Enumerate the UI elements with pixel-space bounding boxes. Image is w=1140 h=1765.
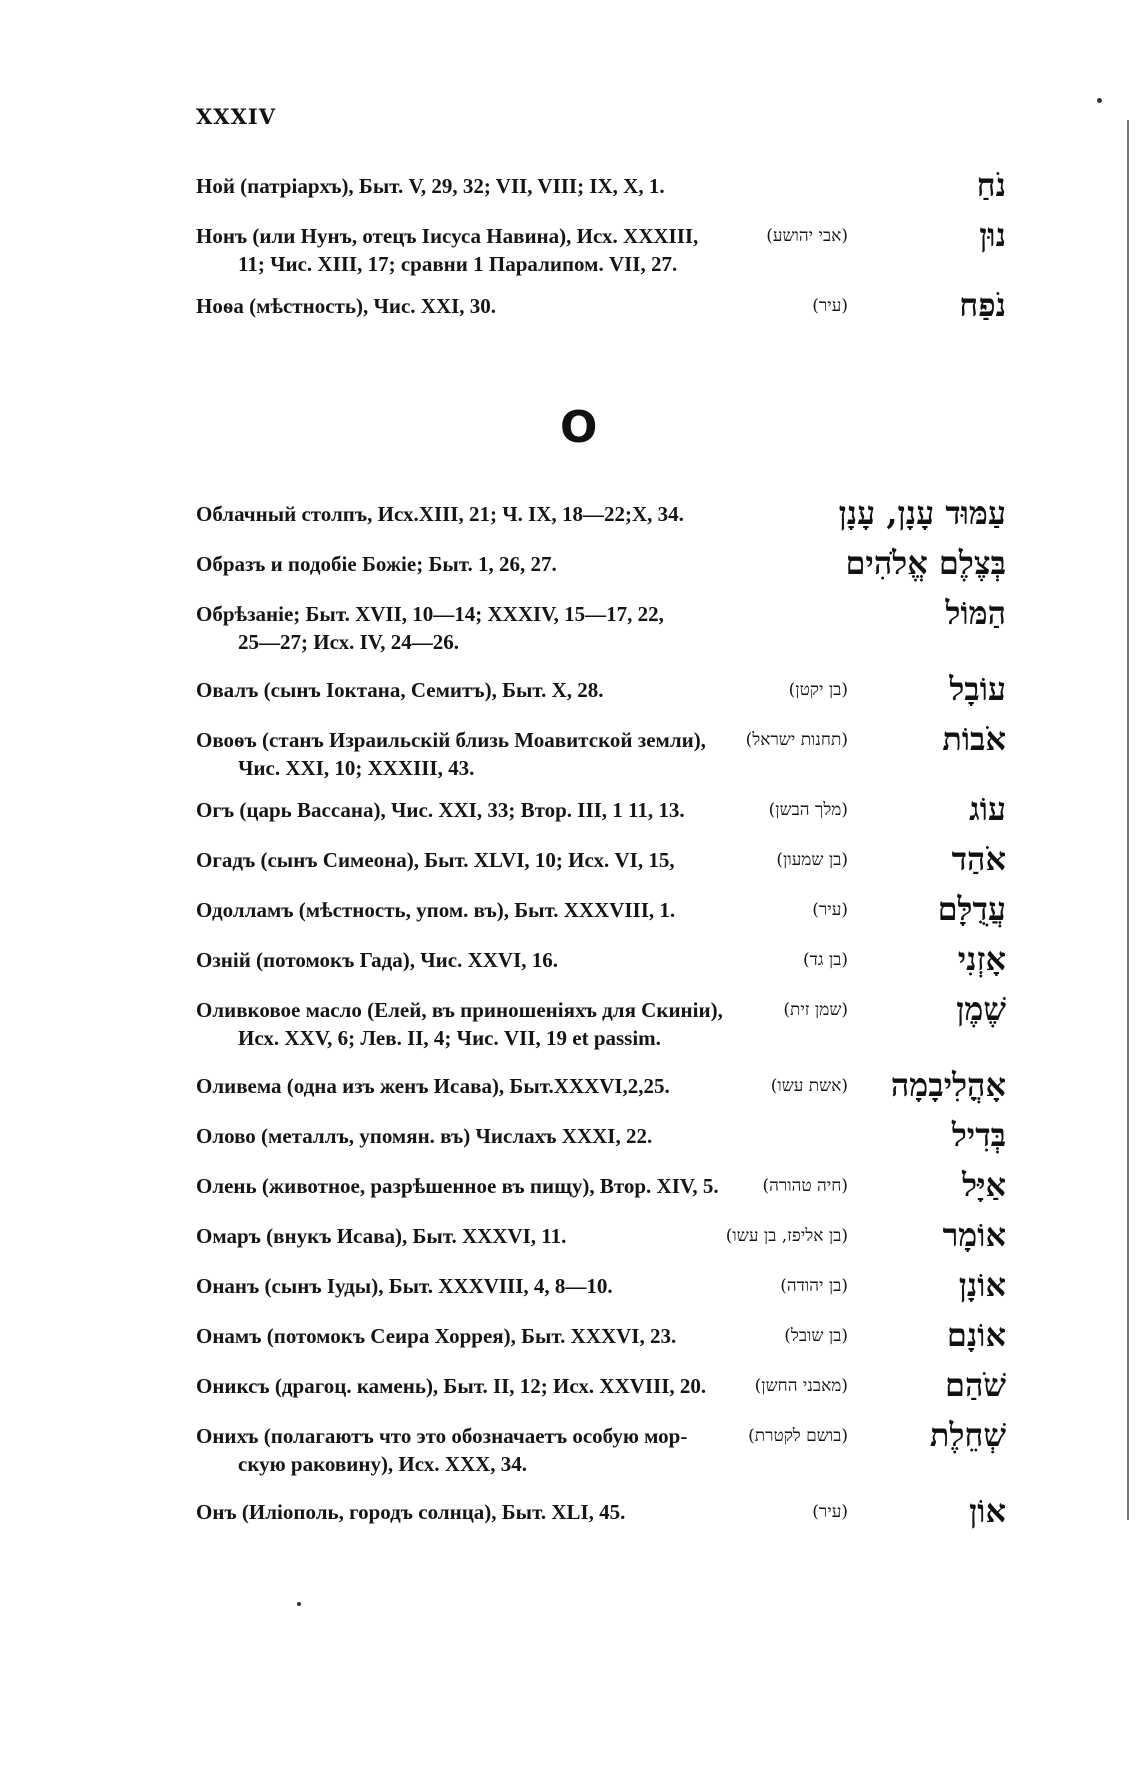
entry-line-2: 25—27; Исх. IV, 24—26. (238, 630, 460, 654)
entry-line-1: Озній (потомокъ Гада), Чис. XXVI, 16. (196, 948, 559, 972)
entry-hebrew-note: (תחנות ישראל) (745, 730, 848, 750)
entry-line-1: Онанъ (сынъ Іуды), Быт. XXXVIII, 4, 8—10. (196, 1274, 613, 1298)
entry-line-1: Одолламъ (мѣстность, упом. въ), Быт. XXXVIII, 1. (196, 898, 676, 922)
entry-line-1: Онъ (Иліополь, городъ солнца), Быт. XLI, 45. (196, 1500, 626, 1524)
entry-russian-text (196, 676, 604, 704)
entry-hebrew-word: אָהֳלִיבָמָה (890, 1066, 1006, 1104)
entry-hebrew-word: אוֹנָם (946, 1316, 1006, 1354)
entry-line-1: Оливема (одна изъ женъ Исава), Быт.XXXVI,2,25. (196, 1074, 670, 1098)
entry-hebrew-note: (עיר) (812, 1502, 848, 1522)
entry-russian-text (196, 1222, 566, 1250)
entry-russian-text (196, 1498, 625, 1526)
entry-hebrew-note: (עיר) (812, 900, 848, 920)
entry-hebrew-word: אַיָּל (962, 1166, 1006, 1204)
entry-line-1: Нонъ (или Нунъ, отецъ Іисуса Навина), Исх. XXXIII, (196, 224, 699, 248)
entry-russian-text (196, 1122, 652, 1150)
entry-russian-text (196, 796, 685, 824)
entry-russian-text (196, 1422, 687, 1478)
entry-hebrew-note: (בן יקטן) (788, 680, 848, 700)
entry-hebrew-word: נוּן (979, 216, 1006, 254)
entry-russian-text (196, 1072, 670, 1100)
entry-hebrew-word: אֹהַד (951, 840, 1006, 878)
entry-line-1: Образъ и подобіе Божіе; Быт. 1, 26, 27. (196, 552, 557, 576)
entry-hebrew-word: שְׁחֵלֶת (929, 1416, 1006, 1454)
entry-hebrew-note: (חיה טהורה) (762, 1176, 848, 1196)
entry-hebrew-word: שֶׁמֶן (956, 990, 1006, 1028)
entry-hebrew-note: (בן שובל) (784, 1326, 848, 1346)
entry-hebrew-word: הַמּוֹל (945, 594, 1006, 632)
entry-line-1: Огъ (царь Вассана), Чис. XXI, 33; Втор. III, 1 11, 13. (196, 798, 685, 822)
section-letter: О (560, 402, 598, 453)
entry-line-2: Исх. XXV, 6; Лев. II, 4; Чис. VII, 19 et passim. (238, 1026, 661, 1050)
entry-russian-text (196, 996, 723, 1052)
entry-line-1: Омаръ (внукъ Исава), Быт. XXXVI, 11. (196, 1224, 567, 1248)
entry-line-2: 11; Чис. XIII, 17; сравни 1 Паралипом. VII, 27. (238, 252, 678, 276)
entry-russian-text (196, 172, 665, 200)
entry-hebrew-note: (אבי יהושע) (766, 226, 848, 246)
entry-hebrew-word: אָזְנִי (957, 940, 1006, 978)
margin-dot (297, 1602, 301, 1606)
entry-hebrew-word: נֹפַח (959, 286, 1006, 324)
entry-russian-text (196, 1272, 613, 1300)
entry-line-1: Огадъ (сынъ Симеона), Быт. XLVI, 10; Исх. VI, 15, (196, 848, 675, 872)
entry-hebrew-note: (בן שמעון) (776, 850, 848, 870)
entry-line-1: Овоѳъ (станъ Израильскій близь Моавитской земли), (196, 728, 706, 752)
entry-hebrew-note: (בן יהודה) (780, 1276, 848, 1296)
entry-line-1: Онихъ (полагаютъ что это обозначаетъ особую мор- (196, 1424, 688, 1448)
entry-hebrew-word: שֹׁהַם (944, 1366, 1006, 1404)
entry-russian-text (196, 846, 675, 874)
entry-line-1: Ноѳа (мѣстность), Чис. XXI, 30. (196, 294, 497, 318)
entry-hebrew-note: (בן גד) (803, 950, 848, 970)
entry-russian-text (196, 600, 664, 656)
entry-line-1: Облачный столпъ, Исх.XIII, 21; Ч. IX, 18—22;X, 34. (196, 502, 684, 526)
entry-hebrew-note: (מאבני החשן) (754, 1376, 848, 1396)
margin-dot (1097, 98, 1102, 103)
entry-line-2: Чис. XXI, 10; XXXIII, 43. (238, 756, 475, 780)
entry-russian-text (196, 1372, 706, 1400)
entry-hebrew-word: אוֹנָן (958, 1266, 1006, 1304)
entry-hebrew-word: בְּצֶלֶם אֱלֹהִים (845, 544, 1006, 582)
entry-russian-text (196, 946, 558, 974)
entry-russian-text (196, 500, 684, 528)
entry-hebrew-word: נֹחַ (976, 166, 1006, 204)
entry-russian-text (196, 1322, 676, 1350)
entry-hebrew-note: (מלך הבשן) (768, 800, 848, 820)
entry-hebrew-word: עַמּוּד עָנָן, עָנָן (838, 494, 1006, 532)
entry-hebrew-word: אֹבוֹת (942, 720, 1006, 758)
right-margin-rule (1127, 120, 1129, 1520)
entry-russian-text (196, 292, 496, 320)
entry-line-1: Ной (патріархъ), Быт. V, 29, 32; VII, VIII; IX, X, 1. (196, 174, 665, 198)
entry-hebrew-note: (שמן זית) (783, 1000, 848, 1020)
entry-russian-text (196, 896, 675, 924)
entry-line-1: Олово (металлъ, упомян. въ) Числахъ XXXI, 22. (196, 1124, 653, 1148)
page-number: XXXIV (196, 104, 276, 129)
entry-hebrew-word: אוֹן (969, 1492, 1006, 1530)
entry-line-2: скую раковину), Исх. XXX, 34. (238, 1452, 528, 1476)
entry-hebrew-note: (בן אליפז, בן עשו) (725, 1226, 848, 1246)
entry-hebrew-note: (בושם לקטרת) (748, 1426, 848, 1446)
entry-line-1: Овалъ (сынъ Іоктана, Семитъ), Быт. X, 28. (196, 678, 604, 702)
entry-russian-text (196, 1172, 719, 1200)
entry-hebrew-word: עוֹבָל (949, 670, 1006, 708)
entry-line-1: Обрѣзаніе; Быт. XVII, 10—14; XXXIV, 15—17, 22, (196, 602, 664, 626)
entry-hebrew-word: עֲדֻלָּם (937, 890, 1006, 928)
entry-line-1: Олень (животное, разрѣшенное въ пищу), Втор. XIV, 5. (196, 1174, 719, 1198)
entry-line-1: Ониксъ (драгоц. камень), Быт. II, 12; Исх. XXVIII, 20. (196, 1374, 707, 1398)
entry-russian-text (196, 726, 706, 782)
entry-hebrew-word: בְּדִיל (951, 1116, 1006, 1154)
entry-russian-text (196, 222, 698, 278)
entry-hebrew-note: (עיר) (812, 296, 848, 316)
entry-line-1: Оливковое масло (Елей, въ приношеніяхъ для Скиніи), (196, 998, 723, 1022)
entry-russian-text (196, 550, 557, 578)
entry-hebrew-word: עוֹג (969, 790, 1006, 828)
entry-hebrew-word: אוֹמָר (942, 1216, 1006, 1254)
entry-line-1: Онамъ (потомокъ Сеира Хоррея), Быт. XXXVI, 23. (196, 1324, 677, 1348)
entry-hebrew-note: (אשת עשו) (770, 1076, 848, 1096)
